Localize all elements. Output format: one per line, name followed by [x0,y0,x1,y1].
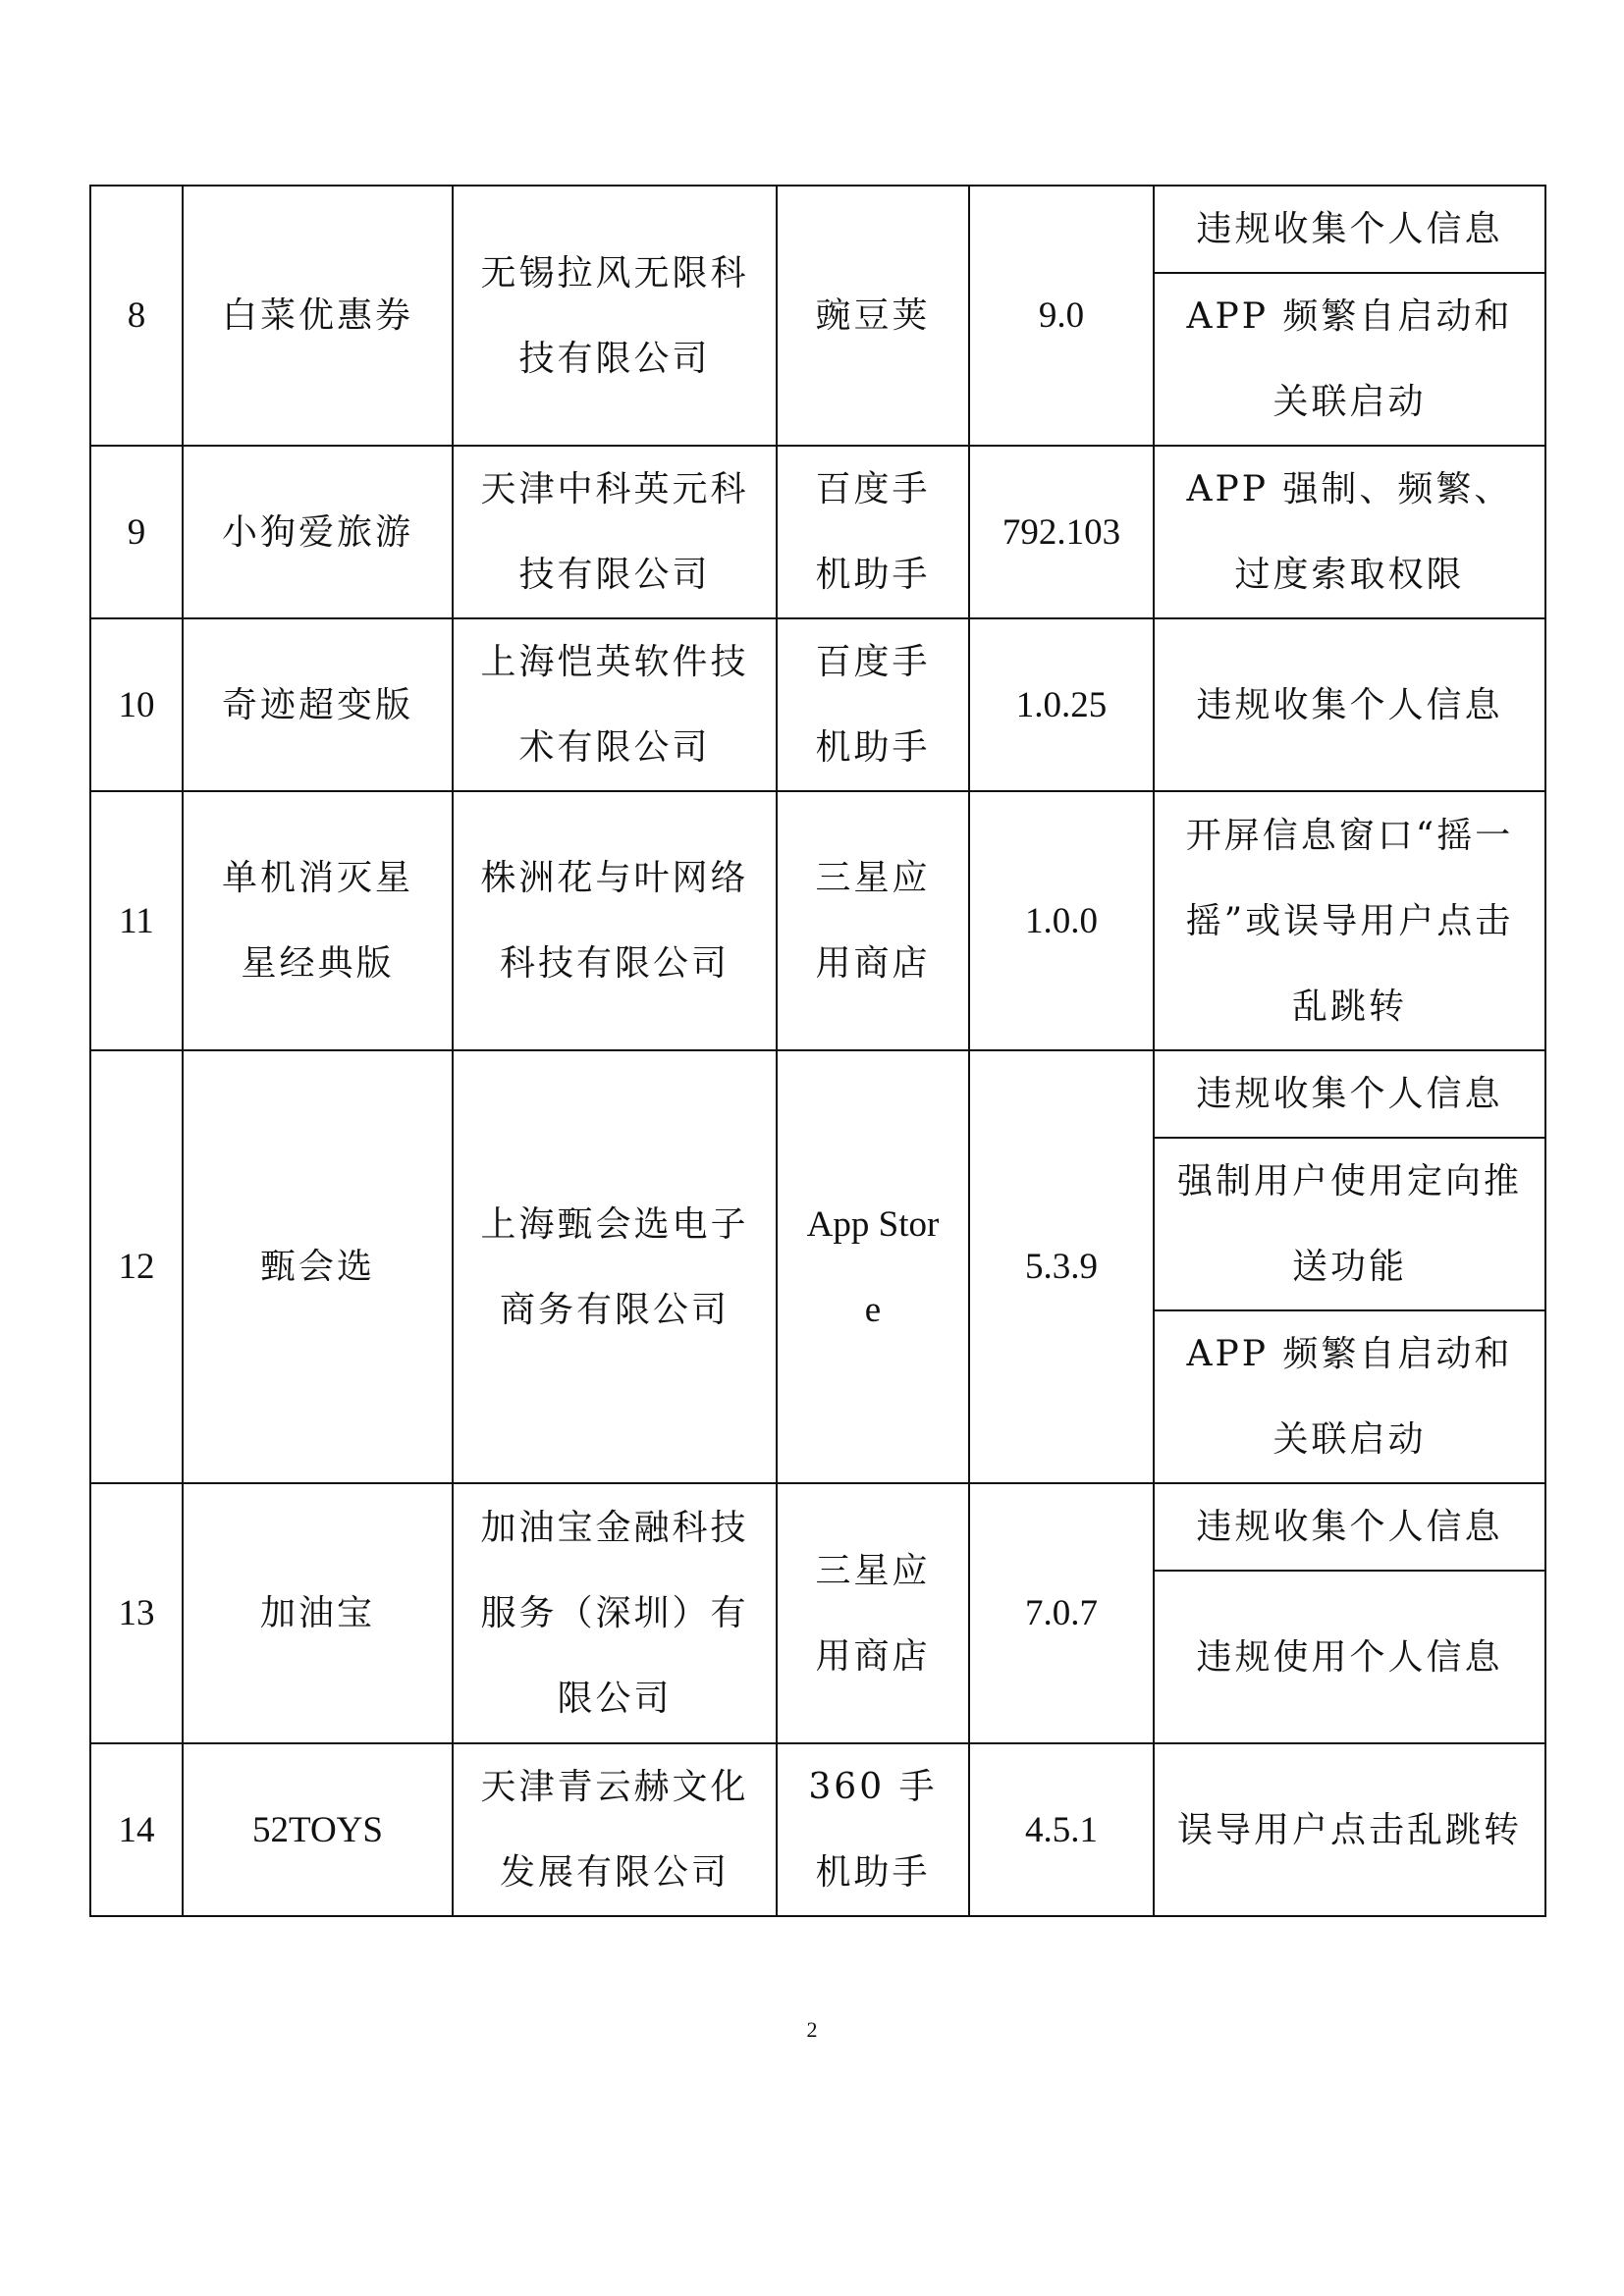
app-store: 三星应用商店 [777,791,969,1050]
app-violation-table-wrapper [89,185,1544,1917]
app-store: 百度手机助手 [777,446,969,618]
app-name: 单机消灭星星经典版 [183,791,453,1050]
app-version: 792.103 [969,446,1154,618]
app-version: 4.5.1 [969,1743,1154,1916]
row-number: 13 [90,1483,183,1743]
row-number: 10 [90,618,183,791]
app-store: 豌豆荚 [777,186,969,446]
app-name: 加油宝 [183,1483,453,1743]
app-version: 7.0.7 [969,1483,1154,1743]
table-row [90,446,1545,618]
app-version: 5.3.9 [969,1050,1154,1483]
developer-name: 无锡拉风无限科技有限公司 [453,186,777,446]
app-name: 甄会选 [183,1050,453,1483]
row-number: 11 [90,791,183,1050]
issue-cell: 违规收集个人信息 [1154,186,1545,273]
row-number: 8 [90,186,183,446]
table-row [90,618,1545,791]
issue-cell: APP 强制、频繁、过度索取权限 [1154,446,1545,618]
developer-name: 上海恺英软件技术有限公司 [453,618,777,791]
issue-cell: 违规收集个人信息 [1154,1483,1545,1571]
app-name: 白菜优惠券 [183,186,453,446]
issue-cell: 违规收集个人信息 [1154,1050,1545,1138]
row-number: 14 [90,1743,183,1916]
developer-name: 天津青云赫文化发展有限公司 [453,1743,777,1916]
table-row [90,186,1545,273]
issue-cell: 误导用户点击乱跳转 [1154,1743,1545,1916]
app-version: 1.0.25 [969,618,1154,791]
issue-cell: 违规收集个人信息 [1154,618,1545,791]
app-version: 9.0 [969,186,1154,446]
app-store: App Store [777,1050,969,1483]
developer-name: 天津中科英元科技有限公司 [453,446,777,618]
app-store: 360 手机助手 [777,1743,969,1916]
row-number: 9 [90,446,183,618]
app-store: 三星应用商店 [777,1483,969,1743]
app-name: 52TOYS [183,1743,453,1916]
table-row [90,791,1545,1050]
table-row [90,1050,1545,1138]
issue-cell: APP 频繁自启动和关联启动 [1154,1310,1545,1483]
app-name: 奇迹超变版 [183,618,453,791]
developer-name: 株洲花与叶网络科技有限公司 [453,791,777,1050]
app-store: 百度手机助手 [777,618,969,791]
app-name: 小狗爱旅游 [183,446,453,618]
issue-cell: 违规使用个人信息 [1154,1571,1545,1743]
page-number: 2 [806,2017,818,2042]
issue-cell: 强制用户使用定向推送功能 [1154,1138,1545,1310]
app-version: 1.0.0 [969,791,1154,1050]
app-violation-table [89,185,1546,1917]
table-row [90,1743,1545,1916]
row-number: 12 [90,1050,183,1483]
table-row [90,1483,1545,1571]
developer-name: 上海甄会选电子商务有限公司 [453,1050,777,1483]
issue-cell: APP 频繁自启动和关联启动 [1154,273,1545,446]
issue-cell: 开屏信息窗口“摇一摇”或误导用户点击乱跳转 [1154,791,1545,1050]
developer-name: 加油宝金融科技服务（深圳）有限公司 [453,1483,777,1743]
